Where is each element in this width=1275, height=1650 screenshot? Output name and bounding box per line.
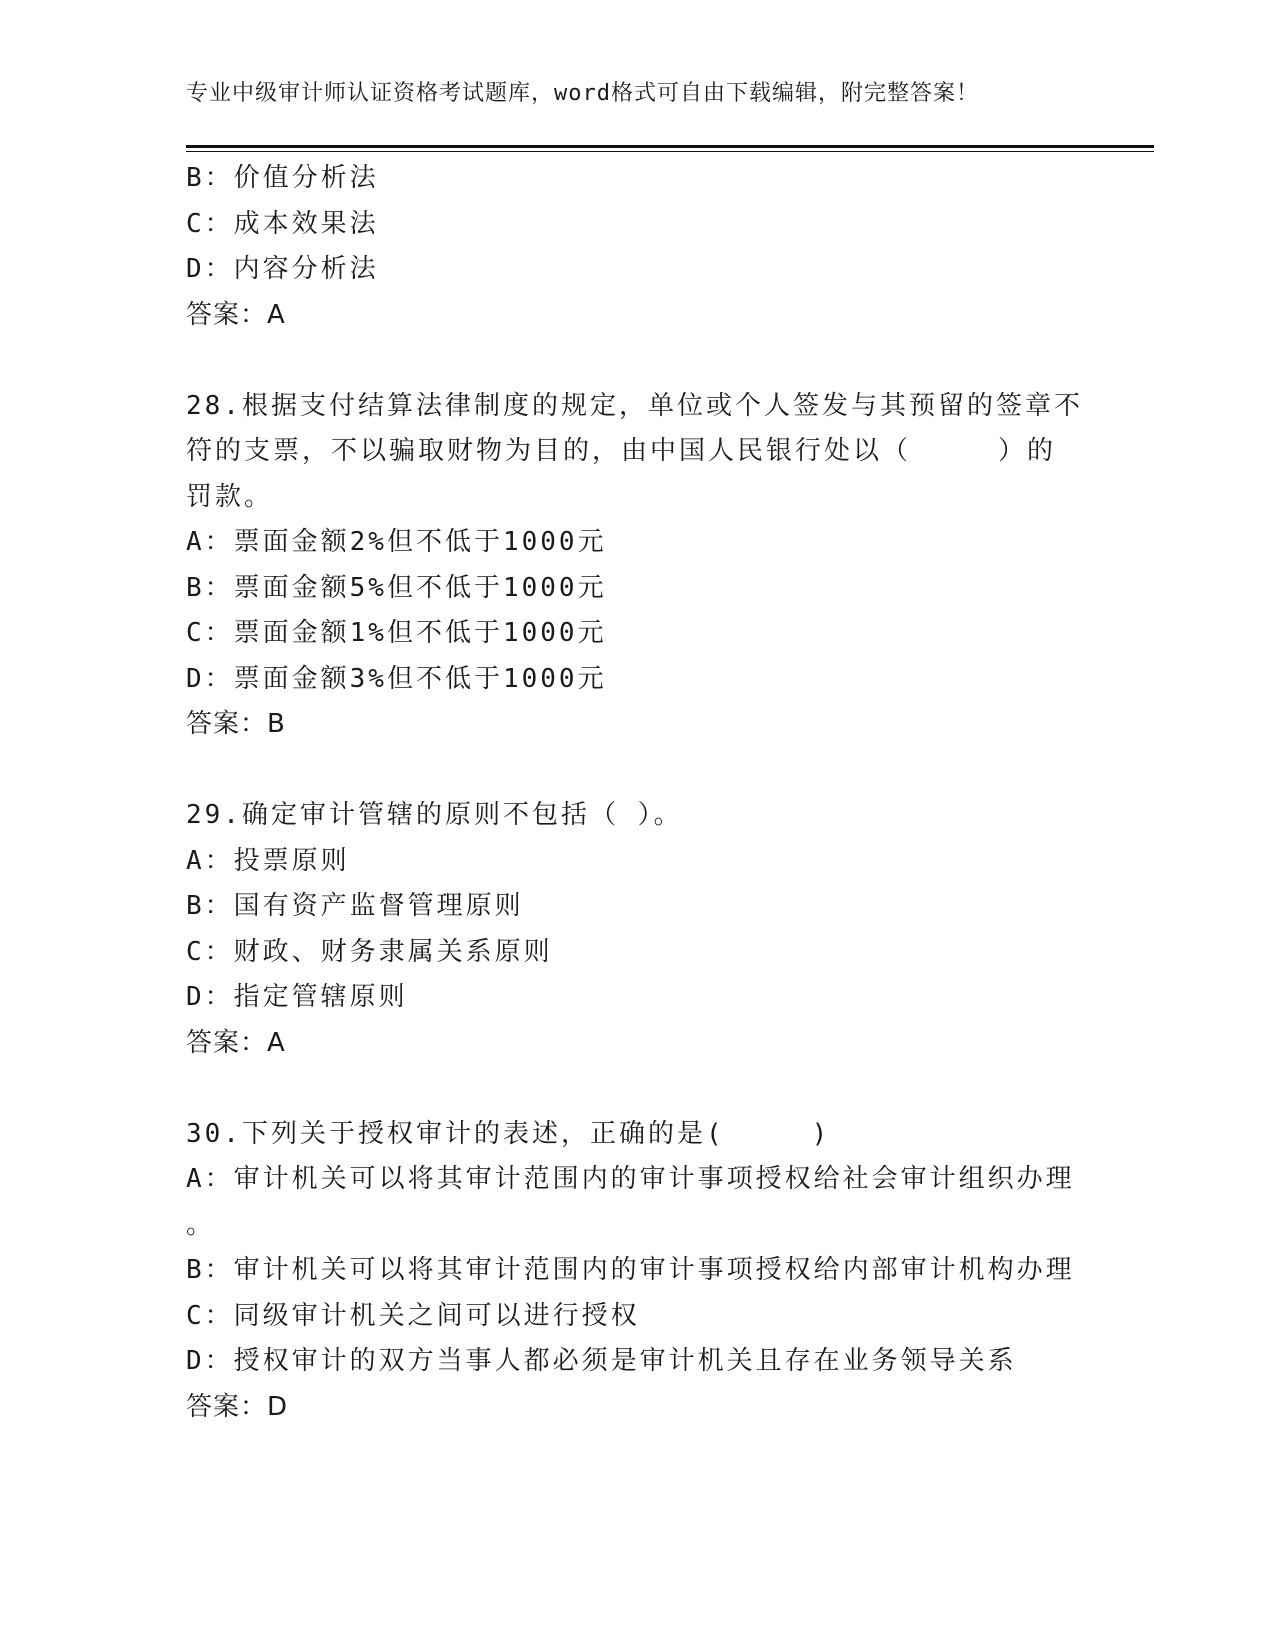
option-b: B：审计机关可以将其审计范围内的审计事项授权给内部审计机构办理 [186, 1255, 1075, 1285]
option-a: A：审计机关可以将其审计范围内的审计事项授权给社会审计组织办理 [186, 1164, 1075, 1194]
option-a: A：票面金额2%但不低于1000元 [186, 527, 607, 557]
option-c: C：同级审计机关之间可以进行授权 [186, 1300, 640, 1331]
option-b: B：票面金额5%但不低于1000元 [186, 572, 607, 603]
option-c: C：财政、财务隶属关系原则 [186, 936, 553, 967]
question-stem: 罚款。 [186, 481, 274, 512]
header-rule-thick [186, 145, 1154, 148]
option-d: D：票面金额3%但不低于1000元 [186, 663, 607, 694]
option-d: D：授权审计的双方当事人都必须是审计机关且存在业务领导关系 [186, 1346, 1017, 1376]
question-27-continuation [186, 156, 1086, 338]
answer: 答案：A [186, 299, 286, 330]
answer: 答案：B [186, 709, 286, 739]
question-29 [186, 793, 1086, 1066]
option-a: A：投票原则 [186, 845, 350, 876]
question-stem: 30.下列关于授权审计的表述，正确的是( ) [186, 1118, 831, 1149]
document-body [186, 156, 1086, 1430]
option-a-continuation: 。 [186, 1209, 216, 1240]
option-b: B：国有资产监督管理原则 [186, 891, 524, 921]
option-c: C：成本效果法 [186, 208, 379, 239]
option-d: D：内容分析法 [186, 254, 379, 284]
question-28 [186, 384, 1086, 748]
answer: 答案：D [186, 1391, 289, 1422]
option-d: D：指定管辖原则 [186, 982, 408, 1012]
option-b: B：价值分析法 [186, 163, 379, 193]
option-c: C：票面金额1%但不低于1000元 [186, 618, 607, 648]
question-stem: 29.确定审计管辖的原则不包括（ ）。 [186, 800, 683, 830]
answer: 答案：A [186, 1027, 286, 1058]
question-30 [186, 1112, 1086, 1431]
header-text: 专业中级审计师认证资格考试题库，word格式可自由下载编辑，附完整答案！ [186, 81, 979, 106]
question-stem: 符的支票，不以骗取财物为目的，由中国人民银行处以（ ）的 [186, 436, 1057, 466]
question-stem: 28.根据支付结算法律制度的规定，单位或个人签发与其预留的签章不 [186, 390, 1083, 421]
header-rule-thin [186, 151, 1154, 152]
